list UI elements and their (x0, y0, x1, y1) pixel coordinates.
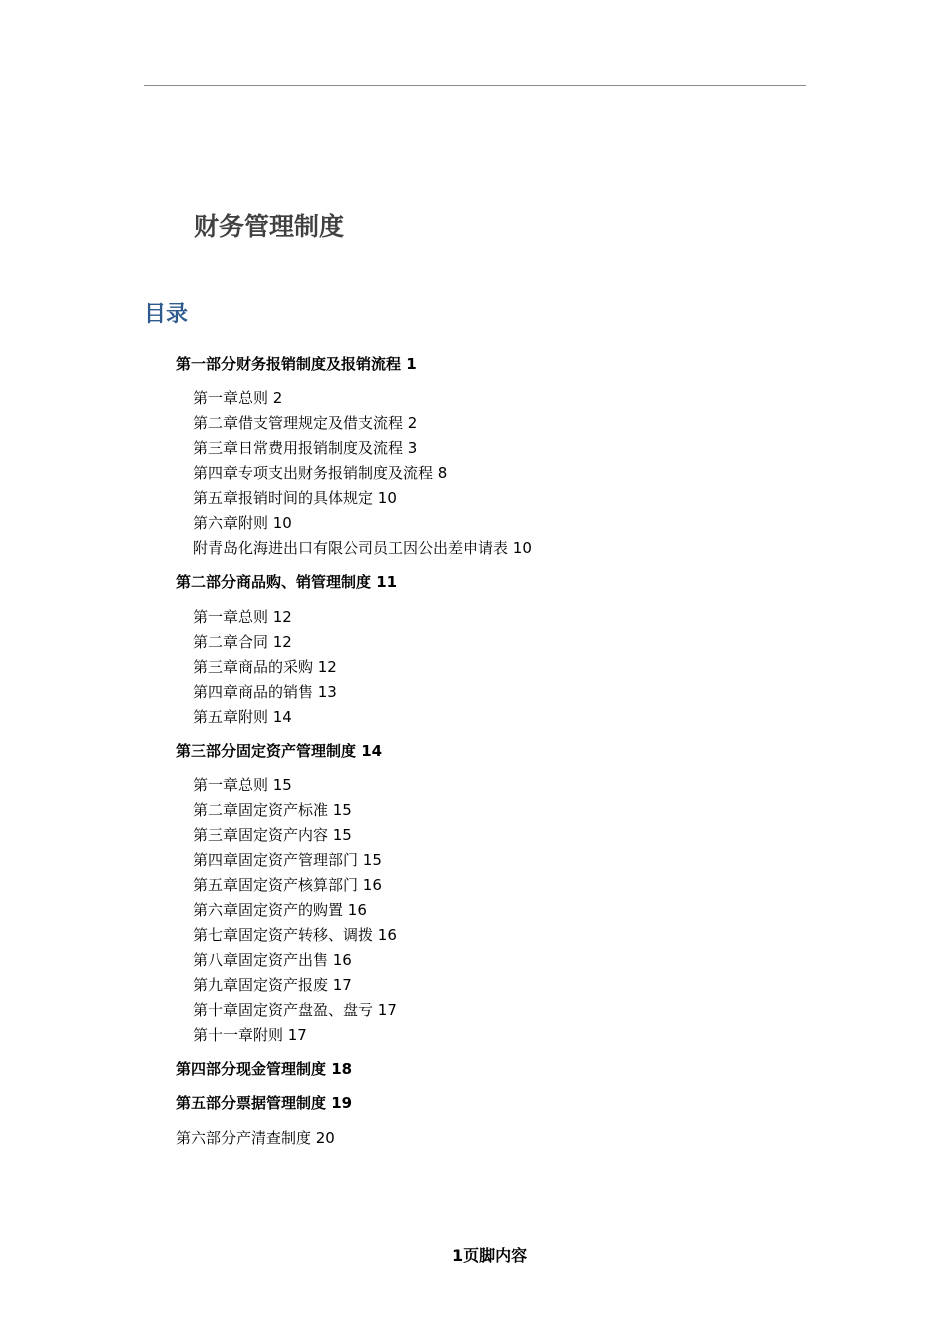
toc-part-1-chapter-1[interactable]: 第一章总则 2 (193, 389, 283, 407)
toc-part-3-chapter-7[interactable]: 第七章固定资产转移、调拨 16 (193, 926, 397, 944)
toc-part-2-chapter-2[interactable]: 第二章合同 12 (193, 633, 292, 651)
toc-part-1-chapter-2[interactable]: 第二章借支管理规定及借支流程 2 (193, 414, 418, 432)
toc-heading: 目录 (144, 302, 189, 327)
toc-part-1[interactable]: 第一部分财务报销制度及报销流程 1 (176, 355, 417, 373)
toc-part-1-chapter-6[interactable]: 第六章附则 10 (193, 514, 292, 532)
toc-part-1-chapter-4[interactable]: 第四章专项支出财务报销制度及流程 8 (193, 464, 448, 482)
header-rule (144, 85, 806, 86)
toc-part-3-chapter-8[interactable]: 第八章固定资产出售 16 (193, 951, 352, 969)
toc-part-2-chapter-4[interactable]: 第四章商品的销售 13 (193, 683, 337, 701)
toc-part-5[interactable]: 第五部分票据管理制度 19 (176, 1094, 353, 1112)
toc-part-2-chapter-5[interactable]: 第五章附则 14 (193, 708, 292, 726)
toc-part-2-chapter-1[interactable]: 第一章总则 12 (193, 608, 292, 626)
toc-part-3-chapter-4[interactable]: 第四章固定资产管理部门 15 (193, 851, 382, 869)
toc-part-4[interactable]: 第四部分现金管理制度 18 (176, 1060, 353, 1078)
toc-part-3-chapter-11[interactable]: 第十一章附则 17 (193, 1026, 307, 1044)
toc-part-2[interactable]: 第二部分商品购、销管理制度 11 (176, 573, 398, 591)
toc-part-1-chapter-5[interactable]: 第五章报销时间的具体规定 10 (193, 489, 397, 507)
toc-part-2-chapter-3[interactable]: 第三章商品的采购 12 (193, 658, 337, 676)
toc-part-3-chapter-9[interactable]: 第九章固定资产报废 17 (193, 976, 352, 994)
toc-part-3[interactable]: 第三部分固定资产管理制度 14 (176, 742, 383, 760)
toc-part-1-chapter-3[interactable]: 第三章日常费用报销制度及流程 3 (193, 439, 418, 457)
toc-part-3-chapter-6[interactable]: 第六章固定资产的购置 16 (193, 901, 367, 919)
toc-part-3-chapter-2[interactable]: 第二章固定资产标准 15 (193, 801, 352, 819)
toc-part-3-chapter-3[interactable]: 第三章固定资产内容 15 (193, 826, 352, 844)
page-footer: 1页脚内容 (452, 1246, 528, 1265)
toc-part-3-chapter-10[interactable]: 第十章固定资产盘盈、盘亏 17 (193, 1001, 397, 1019)
document-title: 财务管理制度 (194, 212, 345, 241)
toc-part-6[interactable]: 第六部分产清查制度 20 (176, 1129, 335, 1147)
toc-part-3-chapter-5[interactable]: 第五章固定资产核算部门 16 (193, 876, 382, 894)
toc-part-1-appendix[interactable]: 附青岛化海进出口有限公司员工因公出差申请表 10 (193, 539, 532, 557)
toc-part-3-chapter-1[interactable]: 第一章总则 15 (193, 776, 292, 794)
